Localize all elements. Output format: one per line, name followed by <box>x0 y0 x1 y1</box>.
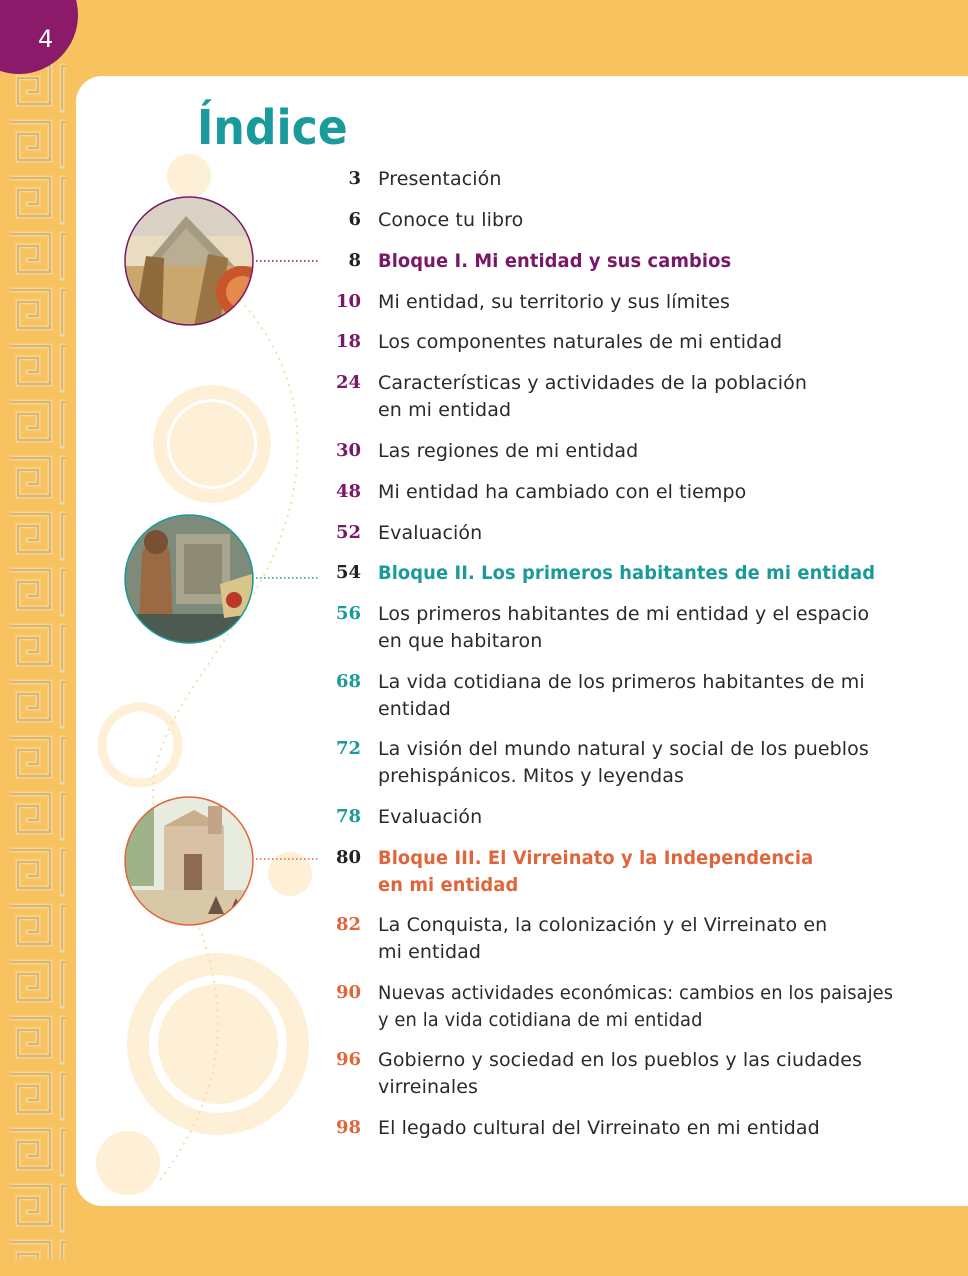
toc-title: Bloque I. Mi entidad y sus cambios <box>378 250 732 272</box>
toc-title: Conoce tu libro <box>378 209 524 231</box>
page-number: 4 <box>38 25 54 53</box>
toc-title: Mi entidad ha cambiado con el tiempo <box>378 481 747 503</box>
toc-title: Nuevas actividades económicas: cambios en los paisajes y en la vida cotidiana de mi entidad <box>378 982 894 1031</box>
toc-title: La vida cotidiana de los primeros habitantes de mi entidad <box>378 671 865 720</box>
toc-page-number: 96 <box>335 1049 361 1070</box>
toc-title: Presentación <box>378 168 502 190</box>
toc-title: Evaluación <box>378 806 483 828</box>
toc-page-number: 10 <box>335 291 361 312</box>
toc-page-number: 78 <box>335 806 361 827</box>
toc-title: Bloque II. Los primeros habitantes de mi entidad <box>378 562 876 584</box>
toc-page-number: 18 <box>335 331 361 352</box>
toc-page-number: 72 <box>335 738 361 759</box>
toc-title: Las regiones de mi entidad <box>378 440 639 462</box>
toc-title: La Conquista, la colonización y el Virreinato en mi entidad <box>378 914 828 963</box>
toc-page-number: 24 <box>335 372 361 393</box>
toc-title: Los primeros habitantes de mi entidad y el espacio en que habitaron <box>378 603 870 652</box>
toc-title: El legado cultural del Virreinato en mi entidad <box>378 1117 820 1139</box>
toc-page-number: 52 <box>335 522 361 543</box>
toc-title: Bloque III. El Virreinato y la Independencia en mi entidad <box>378 847 814 896</box>
toc-title: Evaluación <box>378 522 483 544</box>
toc-page-number: 6 <box>348 209 361 230</box>
toc-page-number: 54 <box>335 562 361 583</box>
toc-title: Mi entidad, su territorio y sus límites <box>378 291 730 313</box>
toc-page-number: 56 <box>335 603 361 624</box>
toc-page-number: 82 <box>335 914 361 935</box>
toc-title: Los componentes naturales de mi entidad <box>378 331 783 353</box>
page-title: Índice <box>197 100 348 156</box>
pyramid-illustration <box>124 196 254 326</box>
toc-page-number: 48 <box>335 481 361 502</box>
toc-title: Características y actividades de la población en mi entidad <box>378 372 808 421</box>
prehispanic-illustration <box>124 514 254 644</box>
toc-page-number: 98 <box>335 1117 361 1138</box>
toc-page-number: 30 <box>335 440 361 461</box>
toc-page-number: 8 <box>348 250 361 271</box>
toc-title: Gobierno y sociedad en los pueblos y las ciudades virreinales <box>378 1049 863 1098</box>
colonial-church-illustration <box>124 796 254 926</box>
toc-page-number: 68 <box>335 671 361 692</box>
toc-page-number: 90 <box>335 982 361 1003</box>
toc-title: La visión del mundo natural y social de los pueblos prehispánicos. Mitos y leyendas <box>378 738 869 787</box>
toc-page-number: 80 <box>335 847 361 868</box>
toc-page-number: 3 <box>348 168 361 189</box>
